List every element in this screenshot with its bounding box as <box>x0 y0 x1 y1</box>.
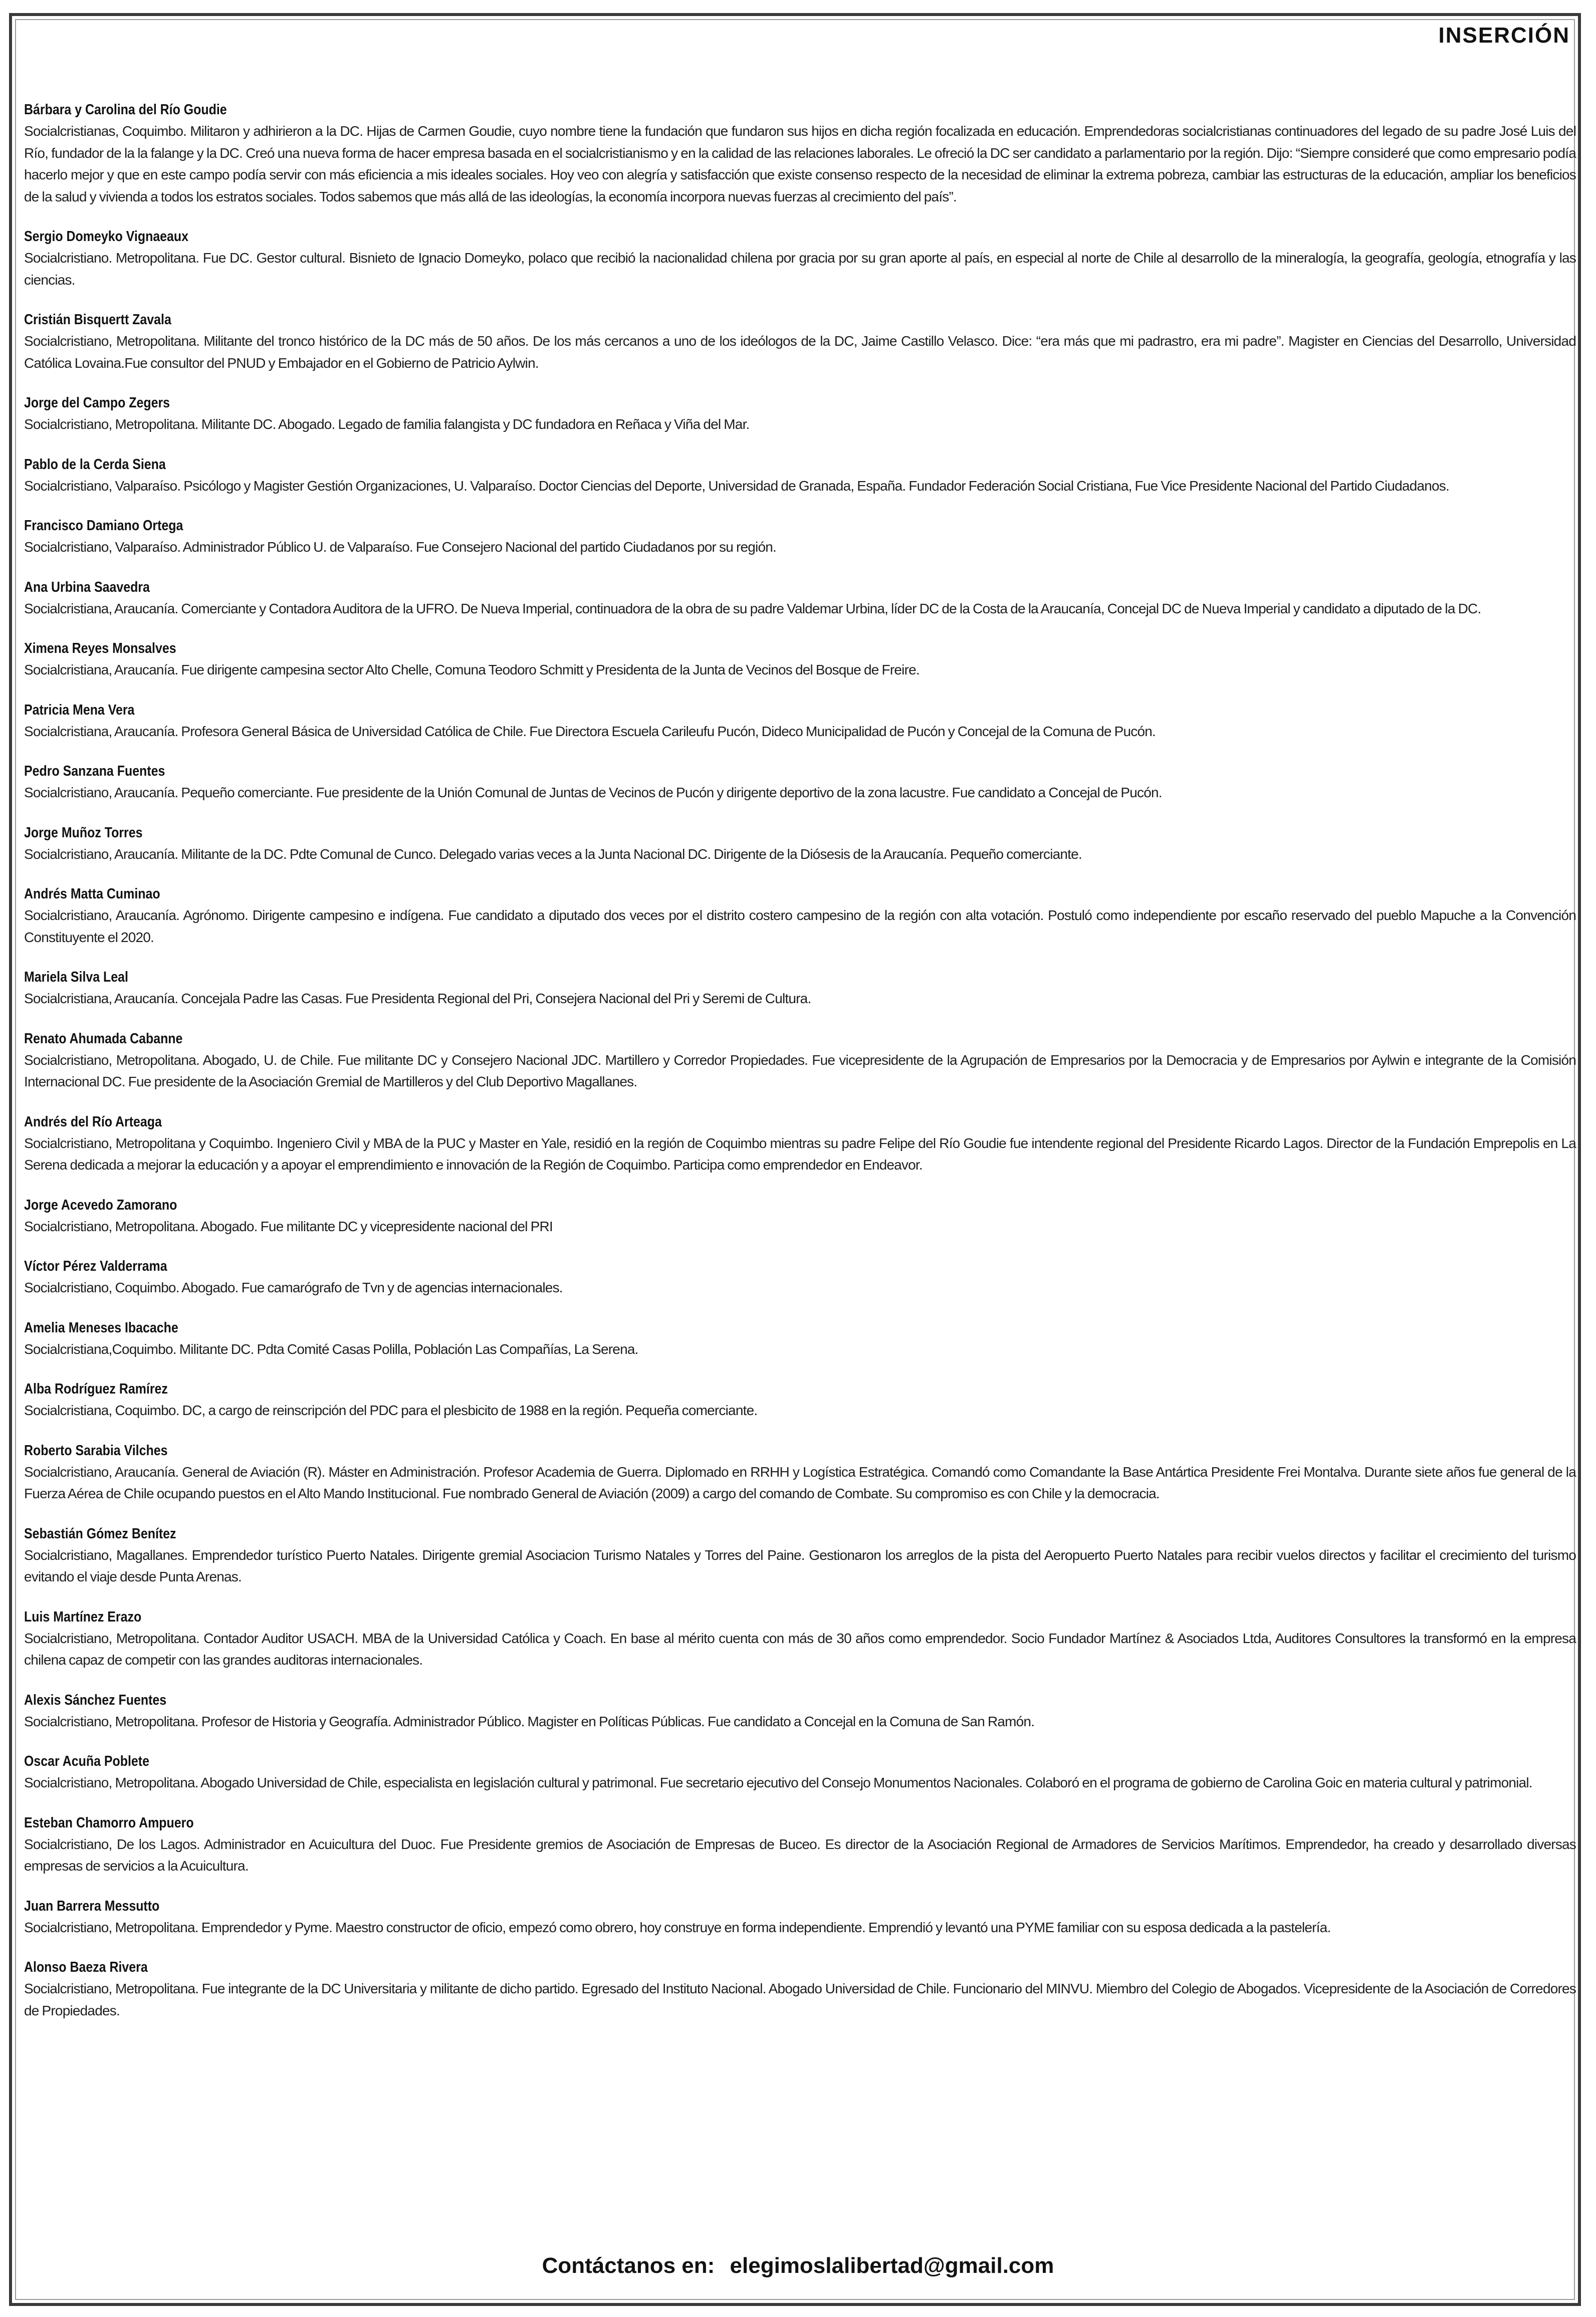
profile-entry <box>24 1440 1576 1505</box>
profile-name: Jorge Acevedo Zamorano <box>24 1197 177 1213</box>
profile-description: Socialcristiano, Metropolitana y Coquimbo. Ingeniero Civil y MBA de la PUC y Master en Yale, residió en la región de Coquimbo mientras su padre Felipe del Río Goudie fue intendente regional del Presidente Ricardo Lagos. Director de la Fundación Emprepolis en La Serena dedicada a mejorar la educación y a apoyar el emprendimiento e innovación de la Región de Coquimbo. Participa como emprendedor en Endeavor. <box>24 1135 1576 1173</box>
profile-entry <box>24 1523 1576 1588</box>
profile-description: Socialcristiana, Araucanía. Profesora General Básica de Universidad Católica de Chile. Fue Directora Escuela Carileufu Pucón, Dideco Municipalidad de Pucón y Concejal de la Comuna de Pucón. <box>24 723 1156 739</box>
profile-name: Alexis Sánchez Fuentes <box>24 1692 167 1708</box>
entries-list <box>24 99 1576 2040</box>
profile-name: Ana Urbina Saavedra <box>24 579 150 595</box>
profile-description: Socialcristiano, Metropolitana. Emprendedor y Pyme. Maestro constructor de oficio, empezó como obrero, hoy construye en forma independiente. Emprendió y levantó una PYME familiar con su esposa dedicada a la pastelería. <box>24 1919 1331 1935</box>
profile-name: Andrés Matta Cuminao <box>24 886 160 902</box>
profile-description: Socialcristiano, Metropolitana. Abogado Universidad de Chile, especialista en legislación cultural y patrimonal. Fue secretario ejecutivo del Consejo Monumentos Nacionales. Colaboró en el programa de gobierno de Carolina Goic en materia cultural y patrimonial. <box>24 1775 1532 1790</box>
profile-description: Socialcristiano, Metropolitana. Abogado, U. de Chile. Fue militante DC y Consejero Nacional JDC. Martillero y Corredor Propiedades. Fue vicepresidente de la Agrupación de Empresarios por la Democracia y de Empresarios por Aylwin e integrante de la Comisión Internacional DC. Fue presidente de la Asociación Gremial de Martilleros y del Club Deportivo Magallanes. <box>24 1052 1576 1089</box>
profile-entry <box>24 1195 1576 1238</box>
profile-description: Socialcristiana, Coquimbo. DC, a cargo de reinscripción del PDC para el plesbicito de 1988 en la región. Pequeña comerciante. <box>24 1403 758 1418</box>
profile-description: Socialcristiano, Magallanes. Emprendedor turístico Puerto Natales. Dirigente gremial Asociacion Turismo Natales y Torres del Paine. Gestionaron los arreglos de la pista del Aeropuerto Puerto Natales para recibir vuelos directos y facilitar el crecimiento del turismo evitando el viaje desde Punta Arenas. <box>24 1547 1576 1584</box>
profile-description: Socialcristiano, Metropolitana. Militante DC. Abogado. Legado de familia falangista y DC fundadora en Reñaca y Viña del Mar. <box>24 416 750 432</box>
profile-entry <box>24 1378 1576 1422</box>
profile-description: Socialcristiano, Metropolitana. Fue integrante de la DC Universitaria y militante de dicho partido. Egresado del Instituto Nacional. Abogado Universidad de Chile. Funcionario del MINVU. Miembro del Colegio de Abogados. Vicepresidente de la Asociación de Corredores de Propiedades. <box>24 1981 1576 2018</box>
profile-entry <box>24 577 1576 620</box>
profile-entry <box>24 700 1576 743</box>
profile-description: Socialcristiano, Metropolitana. Profesor de Historia y Geografía. Administrador Público. Magister en Políticas Públicas. Fue candidato a Concejal en la Comuna de San Ramón. <box>24 1713 1035 1729</box>
profile-entry <box>24 1812 1576 1877</box>
profile-entry <box>24 309 1576 374</box>
profile-description: Socialcristiana,Coquimbo. Militante DC. Pdta Comité Casas Polilla, Población Las Compañías, La Serena. <box>24 1341 638 1357</box>
profile-name: Víctor Pérez Valderrama <box>24 1258 167 1274</box>
profile-name: Sergio Domeyko Vignaeaux <box>24 228 189 245</box>
profile-name: Ximena Reyes Monsalves <box>24 640 176 656</box>
profile-name: Cristián Bisquertt Zavala <box>24 312 171 328</box>
profile-description: Socialcristiano, Metropolitana. Contador Auditor USACH. MBA de la Universidad Católica y Coach. En base al mérito cuenta con más de 30 años como emprendedor. Socio Fundador Martínez & Asociados Ltda, Auditores Consultores la transformó en la empresa chilena capaz de competir con las grandes auditoras internacionales. <box>24 1630 1576 1668</box>
profile-description: Socialcristiano, Valparaíso. Administrador Público U. de Valparaíso. Fue Consejero Nacional del partido Ciudadanos por su región. <box>24 539 776 555</box>
profile-entry <box>24 1256 1576 1299</box>
profile-entry <box>24 99 1576 207</box>
profile-entry <box>24 1111 1576 1176</box>
profile-description: Socialcristiano, De los Lagos. Administrador en Acuicultura del Duoc. Fue Presidente gremios de Asociación de Empresas de Buceo. Es director de la Asociación Regional de Armadores de Servicios Marítimos. Emprendedor, ha creado y desarrollado diversas empresas de servicios a la Acuicultura. <box>24 1836 1576 1874</box>
profile-name: Sebastián Gómez Benítez <box>24 1525 176 1542</box>
profile-name: Andrés del Río Arteaga <box>24 1113 162 1130</box>
profile-entry <box>24 1028 1576 1093</box>
profile-name: Pablo de la Cerda Siena <box>24 456 166 473</box>
profile-name: Luis Martínez Erazo <box>24 1608 142 1625</box>
profile-description: Socialcristiano, Araucanía. Militante de la DC. Pdte Comunal de Cunco. Delegado varias veces a la Junta Nacional DC. Dirigente de la Diósesis de la Araucanía. Pequeño comerciante. <box>24 846 1082 862</box>
profile-entry <box>24 1606 1576 1671</box>
profile-entry <box>24 1751 1576 1794</box>
contact-email[interactable]: elegimoslalibertad@gmail.com <box>730 2253 1054 2278</box>
profile-name: Alba Rodríguez Ramírez <box>24 1381 168 1397</box>
profile-description: Socialcristiano, Araucanía. Agrónomo. Dirigente campesino e indígena. Fue candidato a diputado dos veces por el distrito costero campesino de la región con alta votación. Postuló como independiente por escaño reservado del pueblo Mapuche a la Convención Constituyente el 2020. <box>24 907 1576 945</box>
profile-entry <box>24 761 1576 804</box>
contact-label: Contáctanos en: <box>542 2253 715 2278</box>
profile-description: Socialcristiano, Valparaíso. Psicólogo y Magister Gestión Organizaciones, U. Valparaíso. Doctor Ciencias del Deporte, Universidad de Granada, España. Fundador Federación Social Cristiana, Fue Vice Presidente Nacional del Partido Ciudadanos. <box>24 478 1449 494</box>
profile-entry <box>24 883 1576 948</box>
section-title: INSERCIÓN <box>1438 23 1570 48</box>
profile-name: Patricia Mena Vera <box>24 702 135 718</box>
profile-description: Socialcristiana, Araucanía. Concejala Padre las Casas. Fue Presidenta Regional del Pri, Consejera Nacional del Pri y Seremi de Cultura. <box>24 991 811 1006</box>
profile-name: Mariela Silva Leal <box>24 969 128 985</box>
profile-description: Socialcristiano. Metropolitana. Fue DC. Gestor cultural. Bisnieto de Ignacio Domeyko, polaco que recibió la nacionalidad chilena por gracia por su gran aporte al país, en especial al norte de Chile al desarrollo de la mineralogía, la geografía, geología, etnografía y las ciencias. <box>24 250 1576 288</box>
profile-description: Socialcristiano, Metropolitana. Abogado. Fue militante DC y vicepresidente nacional del PRI <box>24 1218 553 1234</box>
profile-name: Alonso Baeza Rivera <box>24 1959 148 1975</box>
profile-name: Roberto Sarabia Vilches <box>24 1442 168 1459</box>
profile-description: Socialcristiano, Araucanía. General de Aviación (R). Máster en Administración. Profesor Academia de Guerra. Diplomado en RRHH y Logística Estratégica. Comandó como Comandante la Base Antártica Presidente Frei Montalva. Durante siete años fue general de la Fuerza Aérea de Chile ocupando puestos en el Alto Mando Institucional. Fue nombrado General de Aviación (2009) a cargo del comando de Combate. Su compromiso es con Chile y la democracia. <box>24 1464 1576 1501</box>
profile-entry <box>24 638 1576 681</box>
profile-entry <box>24 967 1576 1010</box>
contact-line <box>0 2253 1596 2278</box>
profile-name: Renato Ahumada Cabanne <box>24 1030 183 1047</box>
profile-entry <box>24 392 1576 435</box>
profile-description: Socialcristiana, Araucanía. Comerciante y Contadora Auditora de la UFRO. De Nueva Imperial, continuadora de la obra de su padre Valdemar Urbina, líder DC de la Costa de la Araucanía, Concejal DC de Nueva Imperial y candidato a diputado de la DC. <box>24 600 1481 616</box>
profile-entry <box>24 822 1576 865</box>
profile-name: Pedro Sanzana Fuentes <box>24 763 165 779</box>
profile-name: Juan Barrera Messutto <box>24 1898 160 1914</box>
profile-name: Jorge del Campo Zegers <box>24 395 170 411</box>
profile-name: Esteban Chamorro Ampuero <box>24 1814 194 1831</box>
profile-description: Socialcristiano, Metropolitana. Militante del tronco histórico de la DC más de 50 años. De los más cercanos a uno de los ideólogos de la DC, Jaime Castillo Velasco. Dice: “era más que mi padrastro, era mi padre”. Magister en Ciencias del Desarrollo, Universidad Católica Lovaina.Fue consultor del PNUD y Embajador en el Gobierno de Patricio Aylwin. <box>24 333 1576 371</box>
profile-entry <box>24 1957 1576 2021</box>
profile-description: Socialcristiana, Araucanía. Fue dirigente campesina sector Alto Chelle, Comuna Teodoro Schmitt y Presidenta de la Junta de Vecinos del Bosque de Freire. <box>24 662 920 677</box>
profile-entry <box>24 515 1576 558</box>
profile-name: Jorge Muñoz Torres <box>24 824 143 841</box>
profile-name: Amelia Meneses Ibacache <box>24 1319 178 1336</box>
profile-description: Socialcristiano, Coquimbo. Abogado. Fue camarógrafo de Tvn y de agencias internacionales. <box>24 1280 563 1295</box>
profile-entry <box>24 454 1576 497</box>
profile-entry <box>24 1896 1576 1939</box>
profile-description: Socialcristiano, Araucanía. Pequeño comerciante. Fue presidente de la Unión Comunal de Juntas de Vecinos de Pucón y dirigente deportivo de la zona lacustre. Fue candidato a Concejal de Pucón. <box>24 785 1162 800</box>
profile-entry <box>24 226 1576 291</box>
profile-name: Francisco Damiano Ortega <box>24 518 183 534</box>
profile-entry <box>24 1317 1576 1360</box>
profile-entry <box>24 1690 1576 1733</box>
profile-description: Socialcristianas, Coquimbo. Militaron y adhirieron a la DC. Hijas de Carmen Goudie, cuyo nombre tiene la fundación que fundaron sus hijos en dicha región focalizada en educación. Emprendedoras socialcristianas continuadores del legado de su padre José Luis del Río, fundador de la la falange y la DC. Creó una nueva forma de hacer empresa basada en el socialcristianismo y en la calidad de las relaciones laborales. Le ofreció la DC ser candidato a parlamentario por la región. Dijo: “Siempre consideré que como empresario podía hacerlo mejor y que en este campo podía servir con más eficiencia a mis ideales sociales. Hoy veo con alegría y satisfacción que existe consenso respecto de la necesidad de eliminar la extrema pobreza, cambiar las estructuras de la educación, ampliar los beneficios de la salud y vivienda a todos los estratos sociales. Todos sabemos que más allá de las ideologías, la economía incorpora nuevas fuerzas al crecimiento del país”. <box>24 123 1576 204</box>
profile-name: Bárbara y Carolina del Río Goudie <box>24 102 227 118</box>
profile-name: Oscar Acuña Poblete <box>24 1753 149 1769</box>
